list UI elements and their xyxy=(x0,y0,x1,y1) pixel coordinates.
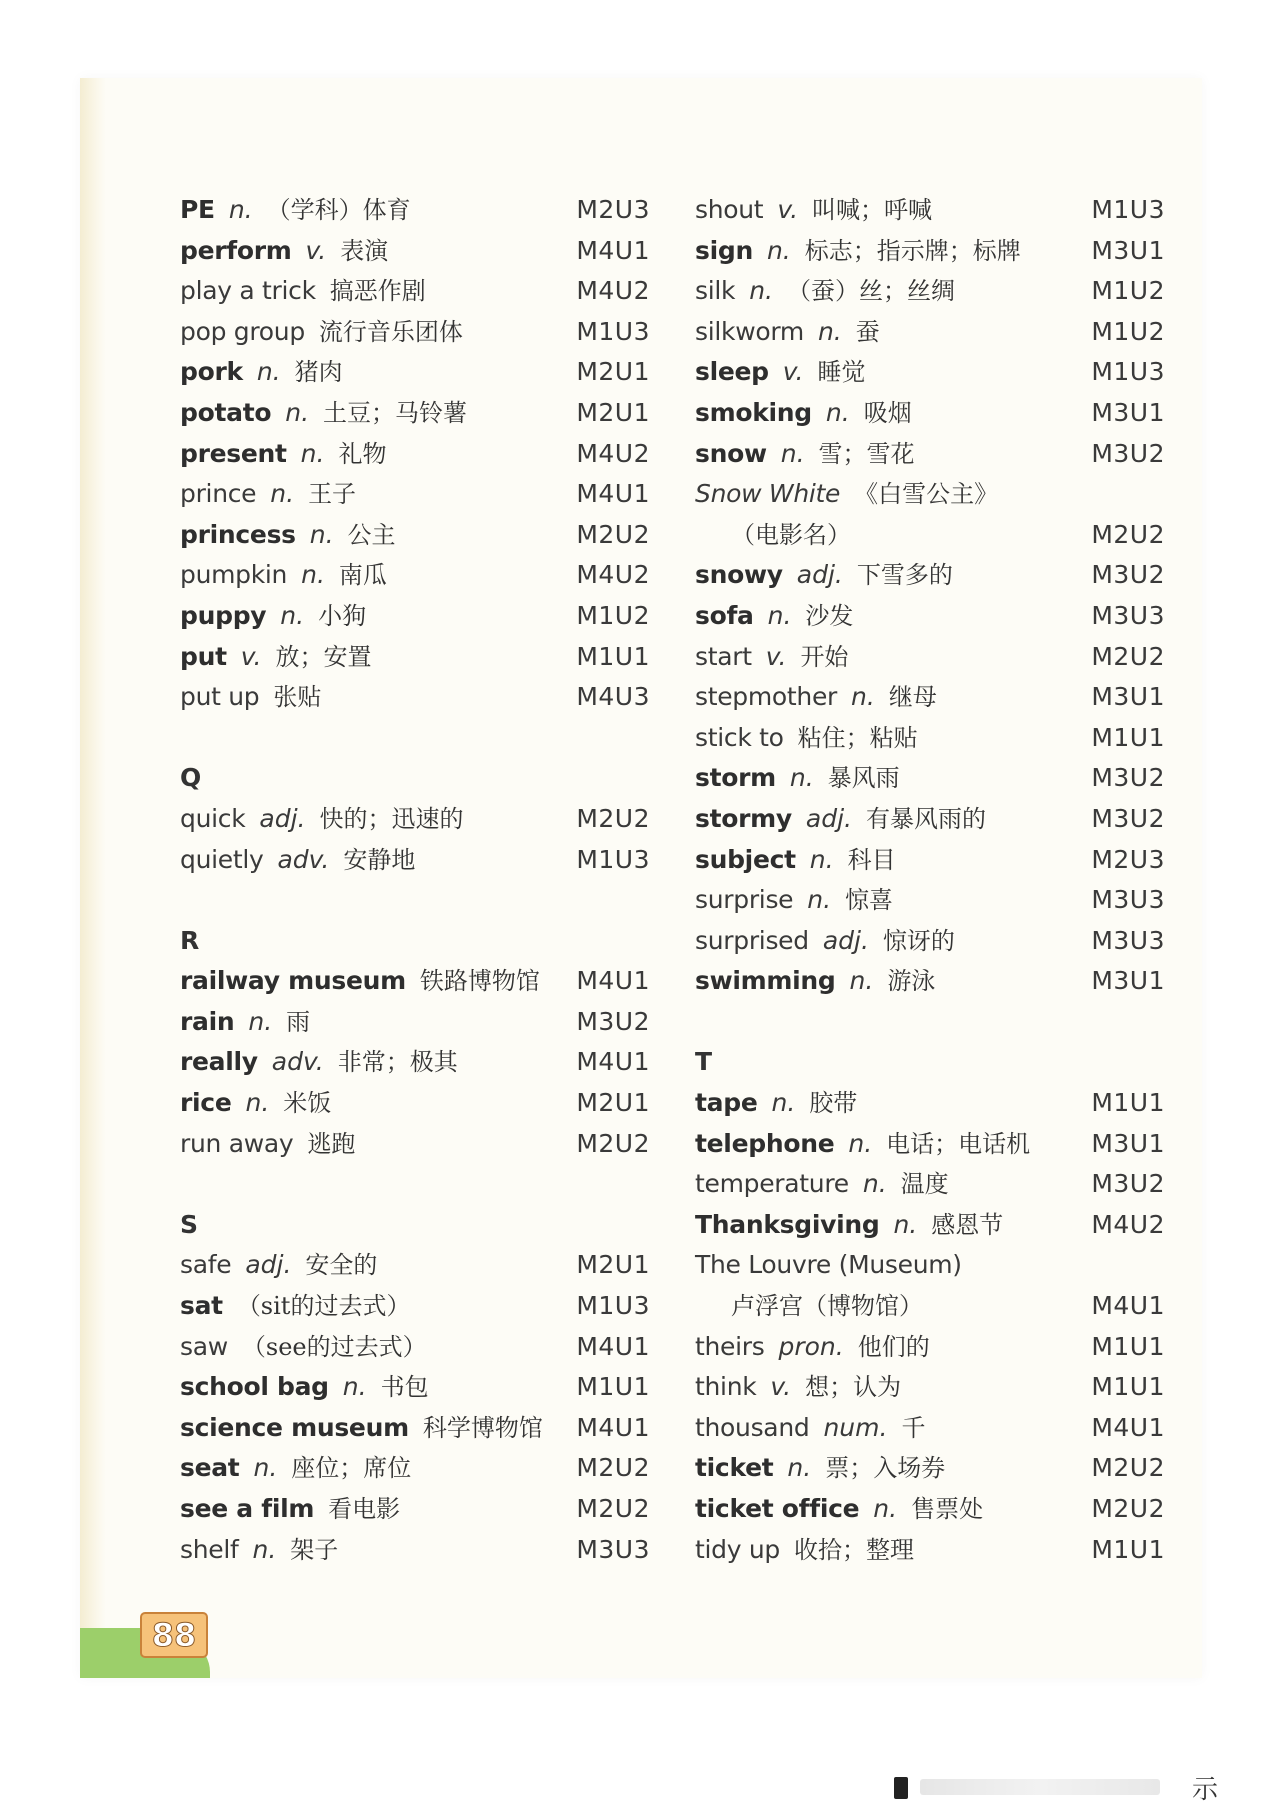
entry-gloss: 猪肉 xyxy=(294,358,343,387)
entry-gloss: 张贴 xyxy=(273,683,322,712)
glossary-entry xyxy=(180,1489,650,1530)
entry-headword: swimming xyxy=(695,966,836,996)
entry-unit: M2U1 xyxy=(576,397,650,427)
entry-unit: M3U1 xyxy=(1091,1128,1165,1158)
section-letter-heading: Q xyxy=(180,763,202,793)
entry-unit: M4U2 xyxy=(1091,1209,1165,1239)
glossary-entry xyxy=(180,637,650,678)
entry-unit: M1U1 xyxy=(1091,1331,1165,1361)
glossary-entry xyxy=(695,718,1165,759)
entry-unit: M3U2 xyxy=(1091,803,1165,833)
entry-headword: safe xyxy=(180,1250,232,1280)
entry-unit: M1U2 xyxy=(576,600,650,630)
glossary-entry xyxy=(180,434,650,475)
entry-gloss: 他们的 xyxy=(857,1332,930,1361)
entry-unit: M1U2 xyxy=(1091,316,1165,346)
entry-headword: storm xyxy=(695,763,776,793)
entry-part-of-speech: n. xyxy=(245,1088,270,1118)
glossary-entry xyxy=(695,1489,1165,1530)
entry-unit: M4U3 xyxy=(576,682,650,712)
glossary-entry xyxy=(695,840,1165,881)
entry-unit: M1U2 xyxy=(1091,276,1165,306)
entry-unit: M1U1 xyxy=(576,641,650,671)
glossary-column-right xyxy=(695,190,1165,1570)
entry-unit: M4U2 xyxy=(576,560,650,590)
entry-headword: put xyxy=(180,641,227,671)
entry-headword: school bag xyxy=(180,1372,329,1402)
entry-headword: The Louvre (Museum) xyxy=(695,1250,962,1280)
entry-gloss: 米饭 xyxy=(283,1089,332,1118)
entry-headword: run away xyxy=(180,1128,294,1158)
entry-gloss: 安全的 xyxy=(305,1251,378,1280)
glossary-entry xyxy=(695,799,1165,840)
entry-gloss: 想；认为 xyxy=(805,1373,902,1402)
glossary-entry xyxy=(695,921,1165,962)
entry-gloss: 票；入场券 xyxy=(825,1454,946,1483)
glossary-entry xyxy=(180,840,650,881)
glossary-entry xyxy=(695,596,1165,637)
entry-headword: princess xyxy=(180,519,296,549)
entry-unit: M4U2 xyxy=(576,438,650,468)
entry-headword: pumpkin xyxy=(180,560,288,590)
glossary-entry xyxy=(695,1530,1165,1571)
entry-unit: M4U1 xyxy=(576,235,650,265)
glossary-entry xyxy=(695,352,1165,393)
entry-unit: M3U2 xyxy=(1091,763,1165,793)
entry-headword: stormy xyxy=(695,803,792,833)
glossary-entry xyxy=(180,1408,650,1449)
glossary-entry xyxy=(180,1042,650,1083)
entry-headword: present xyxy=(180,438,287,468)
entry-headword: sat xyxy=(180,1291,223,1321)
entry-unit: M2U2 xyxy=(1091,1494,1165,1523)
glossary-entry xyxy=(180,961,650,1002)
entry-part-of-speech: n. xyxy=(862,1169,887,1199)
glossary-entry-continuation xyxy=(695,1286,1165,1327)
entry-gloss: 科学博物馆 xyxy=(422,1413,543,1442)
glossary-entry xyxy=(180,1286,650,1327)
entry-gloss: 快的；迅速的 xyxy=(319,804,464,833)
glossary-entry xyxy=(695,880,1165,921)
section-letter-heading: S xyxy=(180,1209,199,1239)
entry-unit: M1U1 xyxy=(1091,1372,1165,1402)
glossary-entry xyxy=(695,555,1165,596)
entry-unit: M3U1 xyxy=(1091,235,1165,265)
glossary-entry xyxy=(180,190,650,231)
entry-unit: M4U2 xyxy=(576,276,650,306)
entry-unit: M1U3 xyxy=(1091,195,1165,224)
entry-part-of-speech: n. xyxy=(309,519,334,549)
entry-part-of-speech: v. xyxy=(305,235,327,265)
glossary-entry xyxy=(180,1124,650,1165)
entry-headword: prince xyxy=(180,479,257,509)
entry-headword: puppy xyxy=(180,600,267,630)
entry-gloss: 安静地 xyxy=(343,845,416,874)
entry-part-of-speech: num. xyxy=(823,1412,888,1442)
entry-headword: think xyxy=(695,1372,757,1402)
entry-unit: M1U1 xyxy=(1091,1088,1165,1118)
entry-part-of-speech: n. xyxy=(848,1128,873,1158)
entry-part-of-speech: n. xyxy=(228,195,253,224)
glossary-entry xyxy=(695,231,1165,272)
glossary-entry xyxy=(695,677,1165,718)
entry-headword: rice xyxy=(180,1088,232,1118)
entry-gloss: 南瓜 xyxy=(338,561,387,590)
entry-part-of-speech: n. xyxy=(789,763,814,793)
entry-headword: potato xyxy=(180,397,272,427)
entry-unit: M3U3 xyxy=(1091,925,1165,955)
glossary-column-left xyxy=(180,190,650,1570)
entry-unit: M2U3 xyxy=(576,195,650,224)
entry-part-of-speech: n. xyxy=(817,316,842,346)
entry-headword: perform xyxy=(180,235,292,265)
entry-part-of-speech: n. xyxy=(807,885,832,915)
entry-gloss: 粘住；粘贴 xyxy=(797,723,918,752)
entry-unit: M3U1 xyxy=(1091,966,1165,996)
entry-headword: silk xyxy=(695,276,736,306)
entry-part-of-speech: v. xyxy=(770,1372,792,1402)
entry-headword: thousand xyxy=(695,1412,810,1442)
entry-gloss: 蚕 xyxy=(855,317,880,346)
glossary-entry xyxy=(695,758,1165,799)
entry-gloss: 公主 xyxy=(347,520,396,549)
entry-headword: Snow White xyxy=(695,479,841,509)
entry-headword: pop group xyxy=(180,316,305,346)
entry-gloss: 吸烟 xyxy=(863,398,912,427)
entry-gloss: 感恩节 xyxy=(931,1210,1004,1239)
viewer-bottom-bar xyxy=(880,1775,1220,1805)
entry-headword: temperature xyxy=(695,1169,849,1199)
entry-unit: M4U1 xyxy=(576,1331,650,1361)
section-spacer xyxy=(180,1164,650,1205)
entry-headword: stepmother xyxy=(695,682,838,712)
entry-headword: stick to xyxy=(695,722,784,752)
entry-part-of-speech: n. xyxy=(300,438,325,468)
entry-unit: M1U1 xyxy=(1091,722,1165,752)
entry-gloss: 惊喜 xyxy=(845,886,894,915)
entry-headword: subject xyxy=(695,844,796,874)
entry-headword: seat xyxy=(180,1453,240,1483)
entry-unit: M3U2 xyxy=(576,1006,650,1036)
glossary-entry xyxy=(695,961,1165,1002)
entry-headword: surprised xyxy=(695,925,809,955)
entry-unit: M1U3 xyxy=(576,316,650,346)
entry-unit: M3U1 xyxy=(1091,682,1165,712)
entry-gloss: 温度 xyxy=(900,1170,949,1199)
entry-gloss: 游泳 xyxy=(887,967,936,996)
entry-unit: M2U2 xyxy=(576,1128,650,1158)
glossary-entry-continuation xyxy=(695,515,1165,556)
glossary-entry xyxy=(695,1124,1165,1165)
entry-gloss: （学科）体育 xyxy=(266,196,411,224)
entry-gloss: 书包 xyxy=(380,1373,429,1402)
glossary-entry xyxy=(180,1448,650,1489)
entry-unit: M4U1 xyxy=(576,966,650,996)
glossary-entry xyxy=(695,434,1165,475)
entry-part-of-speech: pron. xyxy=(778,1331,844,1361)
entry-unit: M4U1 xyxy=(1091,1412,1165,1442)
entry-headword: silkworm xyxy=(695,316,804,346)
page-number-badge xyxy=(80,1612,220,1678)
entry-part-of-speech: adj. xyxy=(259,803,306,833)
entry-gloss: 流行音乐团体 xyxy=(318,317,463,346)
glossary-entry xyxy=(180,555,650,596)
entry-gloss: （电影名） xyxy=(731,520,851,549)
entry-unit: M2U2 xyxy=(576,1453,650,1483)
glossary-entry xyxy=(180,393,650,434)
entry-gloss: 架子 xyxy=(290,1535,339,1564)
entry-unit: M3U2 xyxy=(1091,1169,1165,1199)
entry-part-of-speech: n. xyxy=(285,397,310,427)
entry-part-of-speech: v. xyxy=(782,357,804,387)
entry-part-of-speech: n. xyxy=(873,1494,898,1523)
entry-headword: snow xyxy=(695,438,767,468)
glossary-entry xyxy=(180,271,650,312)
entry-part-of-speech: n. xyxy=(771,1088,796,1118)
entry-part-of-speech: adv. xyxy=(271,1047,324,1077)
glossary-entry xyxy=(180,352,650,393)
entry-gloss: 收拾；整理 xyxy=(793,1535,914,1564)
entry-unit: M4U1 xyxy=(576,1412,650,1442)
entry-unit: M2U2 xyxy=(576,803,650,833)
entry-headword: quietly xyxy=(180,844,264,874)
entry-gloss: 雨 xyxy=(286,1007,311,1036)
entry-part-of-speech: n. xyxy=(849,966,874,996)
entry-gloss: 非常；极其 xyxy=(337,1048,458,1077)
entry-unit: M1U3 xyxy=(576,844,650,874)
entry-gloss: （sit的过去式） xyxy=(236,1292,411,1321)
entry-unit: M3U2 xyxy=(1091,438,1165,468)
glossary-entry xyxy=(695,1245,1165,1286)
section-spacer xyxy=(695,1002,1165,1043)
glossary-entry xyxy=(695,637,1165,678)
entry-headword: ticket xyxy=(695,1453,774,1483)
glossary-entry xyxy=(695,474,1165,515)
entry-gloss: 科目 xyxy=(847,845,896,874)
entry-part-of-speech: n. xyxy=(248,1006,273,1036)
entry-part-of-speech: n. xyxy=(252,1534,277,1564)
entry-headword: PE xyxy=(180,195,215,224)
entry-headword: saw xyxy=(180,1331,228,1361)
section-letter-heading: R xyxy=(180,925,200,955)
entry-part-of-speech: n. xyxy=(256,357,281,387)
entry-gloss: 礼物 xyxy=(338,439,387,468)
entry-unit: M2U1 xyxy=(576,1088,650,1118)
entry-part-of-speech: v. xyxy=(765,641,787,671)
glossary-entry xyxy=(695,1205,1165,1246)
entry-part-of-speech: n. xyxy=(809,844,834,874)
entry-gloss: 暴风雨 xyxy=(827,764,900,793)
entry-gloss: 电话；电话机 xyxy=(886,1129,1031,1158)
entry-part-of-speech: n. xyxy=(301,560,325,590)
entry-headword: put up xyxy=(180,682,260,712)
entry-part-of-speech: n. xyxy=(767,600,792,630)
entry-gloss: 搞恶作剧 xyxy=(329,277,426,306)
section-spacer xyxy=(180,718,650,759)
entry-gloss: 逃跑 xyxy=(307,1129,356,1158)
glossary-entry xyxy=(180,596,650,637)
glossary-entry xyxy=(695,1367,1165,1408)
entry-headword: tidy up xyxy=(695,1534,780,1564)
entry-headword: surprise xyxy=(695,885,794,915)
entry-headword: quick xyxy=(180,803,246,833)
entry-unit: M3U3 xyxy=(1091,885,1165,915)
entry-headword: snowy xyxy=(695,560,783,590)
entry-gloss: 开始 xyxy=(800,642,849,671)
entry-gloss: 叫喊；呼喊 xyxy=(812,196,933,224)
glossary-entry xyxy=(180,1002,650,1043)
entry-part-of-speech: adv. xyxy=(277,844,330,874)
glossary-entry xyxy=(180,1245,650,1286)
entry-unit: M3U3 xyxy=(1091,600,1165,630)
entry-unit: M1U3 xyxy=(576,1291,650,1321)
entry-part-of-speech: n. xyxy=(851,682,875,712)
entry-gloss: 沙发 xyxy=(805,601,854,630)
entry-gloss: 继母 xyxy=(888,683,937,712)
page-binding-edge xyxy=(80,78,106,1678)
glossary-entry xyxy=(180,1327,650,1368)
glossary-entry xyxy=(180,799,650,840)
entry-headword: shelf xyxy=(180,1534,239,1564)
entry-part-of-speech: n. xyxy=(893,1209,918,1239)
entry-gloss: 卢浮宫（博物馆） xyxy=(731,1292,923,1321)
entry-headword: sign xyxy=(695,235,753,265)
entry-gloss: 《白雪公主》 xyxy=(854,480,999,509)
entry-gloss: 千 xyxy=(901,1413,926,1442)
glossary-entry xyxy=(180,1367,650,1408)
entry-part-of-speech: n. xyxy=(749,276,773,306)
entry-gloss: 下雪多的 xyxy=(856,561,953,590)
entry-unit: M2U2 xyxy=(1091,519,1165,549)
entry-gloss: 小狗 xyxy=(318,601,367,630)
glossary-entry xyxy=(695,1164,1165,1205)
entry-headword: railway museum xyxy=(180,966,406,996)
section-spacer xyxy=(180,880,650,921)
entry-unit: M2U1 xyxy=(576,1250,650,1280)
entry-headword: really xyxy=(180,1047,258,1077)
glossary-entry xyxy=(695,1448,1165,1489)
entry-part-of-speech: n. xyxy=(270,479,295,509)
entry-unit: M1U1 xyxy=(1091,1534,1165,1564)
entry-headword: science museum xyxy=(180,1412,409,1442)
entry-headword: shout xyxy=(695,195,764,224)
entry-unit: M2U1 xyxy=(576,357,650,387)
entry-unit: M1U1 xyxy=(576,1372,650,1402)
entry-headword: smoking xyxy=(695,397,812,427)
glossary-entry xyxy=(695,271,1165,312)
entry-gloss: 看电影 xyxy=(328,1495,401,1523)
glossary-entry xyxy=(180,1083,650,1124)
entry-gloss: （蚕）丝；丝绸 xyxy=(787,277,955,306)
glossary-entry xyxy=(695,1083,1165,1124)
entry-part-of-speech: n. xyxy=(766,235,791,265)
glossary-entry xyxy=(180,231,650,272)
blurred-caption xyxy=(920,1779,1160,1795)
entry-gloss: 座位；席位 xyxy=(291,1454,412,1483)
entry-unit: M2U2 xyxy=(576,519,650,549)
entry-gloss: 铁路博物馆 xyxy=(419,967,540,996)
entry-headword: rain xyxy=(180,1006,235,1036)
entry-headword: sofa xyxy=(695,600,754,630)
glossary-entry xyxy=(180,515,650,556)
entry-headword: telephone xyxy=(695,1128,835,1158)
glossary-entry xyxy=(695,312,1165,353)
entry-headword: tape xyxy=(695,1088,758,1118)
entry-unit: M3U3 xyxy=(576,1534,650,1564)
entry-headword: ticket office xyxy=(695,1494,860,1523)
entry-gloss: 有暴风雨的 xyxy=(865,804,986,833)
glossary-entry xyxy=(695,1327,1165,1368)
entry-unit: M4U1 xyxy=(576,1047,650,1077)
entry-unit: M3U2 xyxy=(1091,560,1165,590)
entry-unit: M4U1 xyxy=(576,479,650,509)
entry-part-of-speech: adj. xyxy=(822,925,869,955)
entry-gloss: 睡觉 xyxy=(817,358,866,387)
glossary-entry xyxy=(695,393,1165,434)
entry-gloss: （see的过去式） xyxy=(241,1332,427,1361)
entry-part-of-speech: adj. xyxy=(245,1250,292,1280)
entry-gloss: 土豆；马铃薯 xyxy=(323,398,468,427)
entry-unit: M2U2 xyxy=(576,1494,650,1523)
glossary-entry xyxy=(695,190,1165,231)
entry-headword: sleep xyxy=(695,357,769,387)
entry-gloss: 标志；指示牌；标牌 xyxy=(804,236,1021,265)
entry-headword: see a film xyxy=(180,1494,315,1523)
entry-unit: M2U3 xyxy=(1091,844,1165,874)
entry-gloss: 表演 xyxy=(340,236,389,265)
entry-part-of-speech: n. xyxy=(280,600,305,630)
entry-headword: start xyxy=(695,641,752,671)
entry-headword: play a trick xyxy=(180,276,316,306)
footer-glyph: 示 xyxy=(1192,1775,1219,1805)
entry-unit: M2U2 xyxy=(1091,641,1165,671)
entry-gloss: 售票处 xyxy=(911,1495,984,1523)
glossary-entry xyxy=(180,677,650,718)
glossary-entry xyxy=(180,1530,650,1571)
entry-gloss: 放；安置 xyxy=(275,642,372,671)
section-letter-heading: T xyxy=(695,1047,713,1077)
entry-part-of-speech: n. xyxy=(787,1453,812,1483)
entry-gloss: 惊讶的 xyxy=(882,926,955,955)
entry-headword: pork xyxy=(180,357,243,387)
entry-unit: M3U1 xyxy=(1091,397,1165,427)
entry-unit: M2U2 xyxy=(1091,1453,1165,1483)
entry-headword: theirs xyxy=(695,1331,765,1361)
entry-part-of-speech: n. xyxy=(825,397,850,427)
entry-part-of-speech: adj. xyxy=(805,803,852,833)
entry-gloss: 王子 xyxy=(308,480,357,509)
entry-unit: M1U3 xyxy=(1091,357,1165,387)
entry-part-of-speech: n. xyxy=(253,1453,278,1483)
bookmark-icon[interactable] xyxy=(894,1777,908,1799)
entry-gloss: 胶带 xyxy=(809,1089,858,1118)
entry-headword: Thanksgiving xyxy=(695,1209,880,1239)
glossary-entry xyxy=(180,312,650,353)
entry-gloss: 雪；雪花 xyxy=(818,439,915,468)
glossary-entry xyxy=(180,474,650,515)
entry-part-of-speech: n. xyxy=(780,438,805,468)
entry-unit: M4U1 xyxy=(1091,1291,1165,1321)
entry-part-of-speech: v. xyxy=(777,195,799,224)
page-number: 88 xyxy=(140,1612,208,1658)
entry-part-of-speech: adj. xyxy=(796,560,843,590)
entry-part-of-speech: n. xyxy=(342,1372,367,1402)
glossary-entry xyxy=(695,1408,1165,1449)
entry-part-of-speech: v. xyxy=(240,641,262,671)
